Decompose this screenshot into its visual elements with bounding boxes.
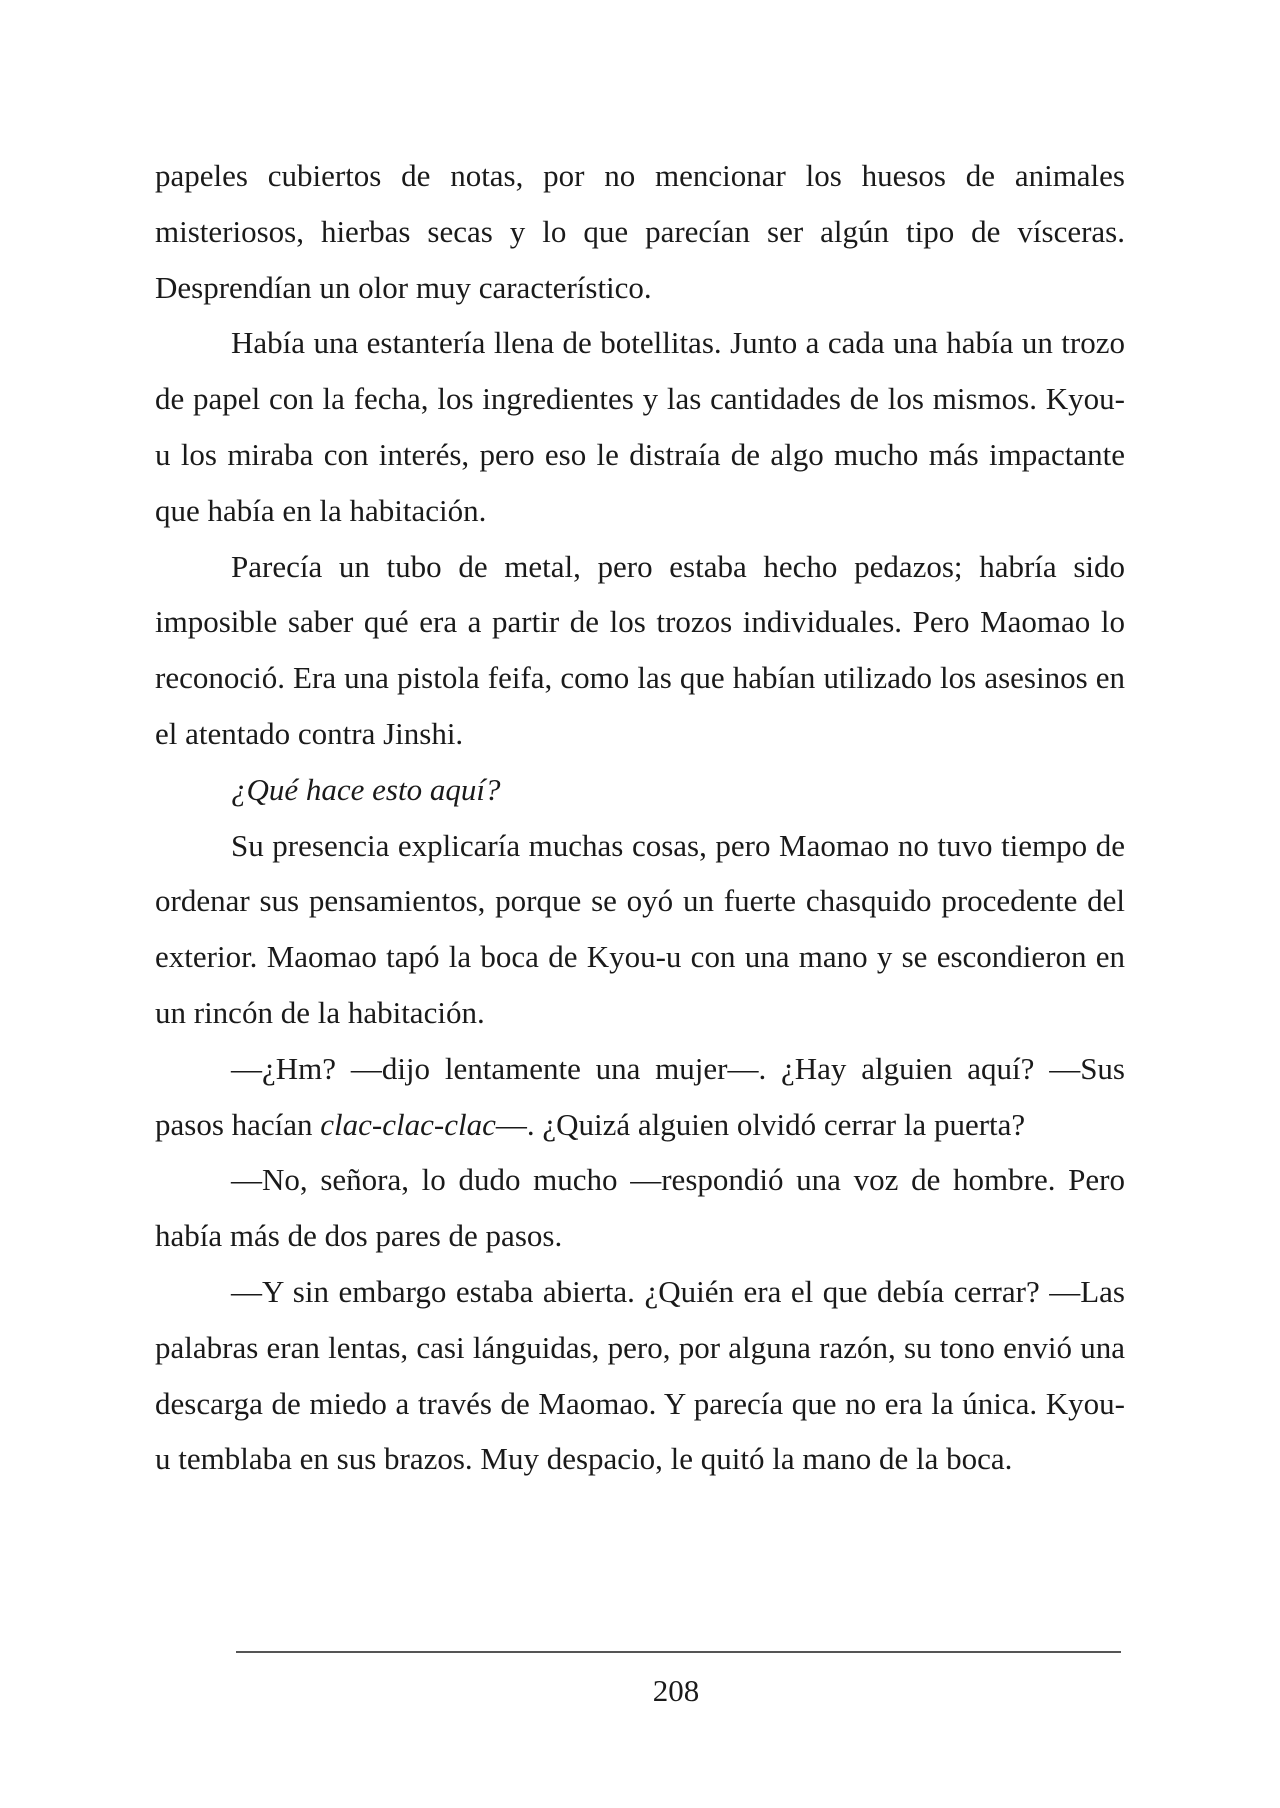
page-number: 208 — [652, 1673, 700, 1708]
paragraph-text: —. ¿Quizá alguien olvidó cerrar la puerta? — [495, 1106, 1026, 1142]
italic-thought: ¿Qué hace esto aquí? — [231, 771, 501, 807]
paragraph — [155, 818, 1125, 1041]
paragraph — [155, 315, 1125, 538]
paragraph-text: Parecía un tubo de metal, pero estaba hecho pedazos; habría sido imposible saber qué era a partir de los trozos individuales. Pero Maomao lo reconoció. Era una pistola feifa, como las que habían utilizado los asesinos en el atentado contra Jinshi. — [155, 548, 1125, 751]
footer-divider — [236, 1651, 1121, 1653]
paragraph — [155, 148, 1125, 315]
paragraph-dialogue — [155, 1041, 1125, 1153]
paragraph-text: Su presencia explicaría muchas cosas, pero Maomao no tuvo tiempo de ordenar sus pensamientos, porque se oyó un fuerte chasquido procedente del exterior. Maomao tapó la boca de Kyou-u con una mano y se escondieron en un rincón de la habitación. — [155, 827, 1125, 1030]
paragraph-text: —Y sin embargo estaba abierta. ¿Quién era el que debía cerrar? —Las palabras eran lentas, casi lánguidas, pero, por alguna razón, su tono envió una descarga de miedo a través de Maomao. Y parecía que no era la única. Kyou-u temblaba en sus brazos. Muy despacio, le quitó la mano de la boca. — [155, 1273, 1125, 1477]
paragraph-text: papeles cubiertos de notas, por no mencionar los huesos de animales misteriosos, hierbas secas y lo que parecían ser algún tipo de vísceras. Desprendían un olor muy característico. — [155, 158, 1125, 305]
body-text — [155, 148, 1125, 1487]
paragraph — [155, 539, 1125, 762]
paragraph-text: —No, señora, lo dudo mucho —respondió una voz de hombre. Pero había más de dos pares de pasos. — [155, 1162, 1125, 1254]
paragraph-thought — [155, 762, 1125, 818]
paragraph-text: Había una estantería llena de botellitas. Junto a cada una había un trozo de papel con la fecha, los ingredientes y las cantidades de los mismos. Kyou-u los miraba con interés, pero eso le distraía de algo mucho más impactante que había en la habitación. — [155, 325, 1125, 528]
italic-onomatopoeia: clac-clac-clac — [320, 1106, 496, 1142]
paragraph-text: —¿Hm? —dijo lentamente una mujer—. ¿Hay alguien aquí? —Sus pasos hacían — [155, 1050, 1125, 1142]
paragraph-dialogue — [155, 1264, 1125, 1487]
paragraph-dialogue — [155, 1152, 1125, 1264]
